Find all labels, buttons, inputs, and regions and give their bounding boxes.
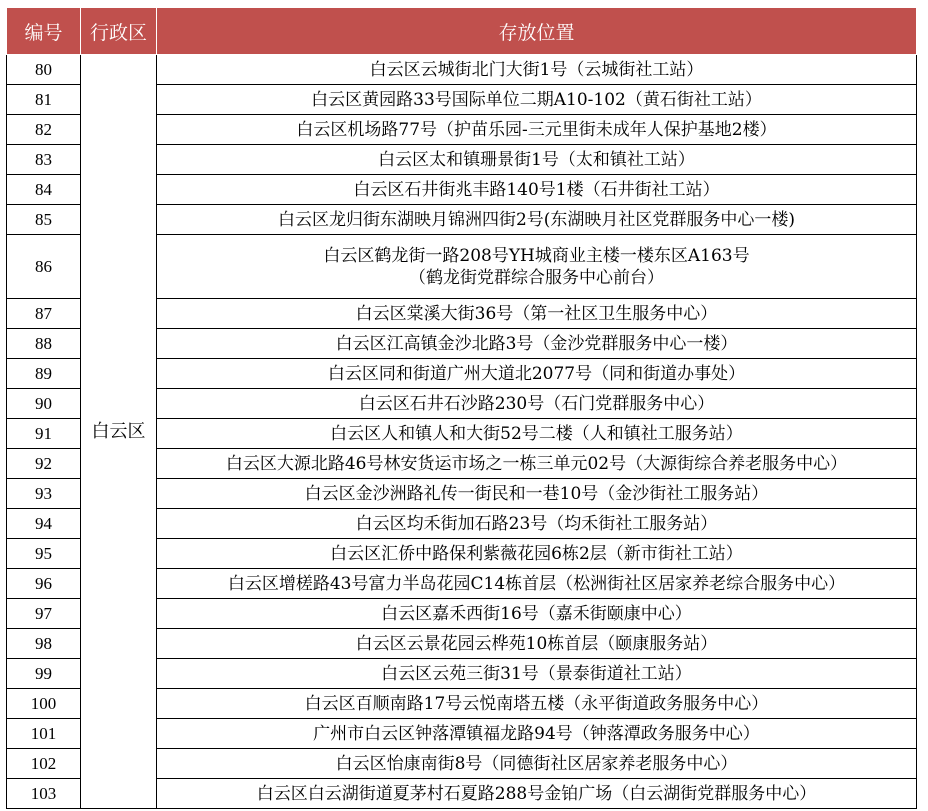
row-id: 86	[7, 235, 81, 299]
row-location: 白云区金沙洲路礼传一街民和一巷10号（金沙街社工服务站）	[157, 479, 917, 509]
row-location: 白云区大源北路46号林安货运市场之一栋三单元02号（大源街综合养老服务中心）	[157, 449, 917, 479]
storage-location-table	[6, 7, 917, 809]
row-id: 85	[7, 205, 81, 235]
row-location: 白云区石井石沙路230号（石门党群服务中心）	[157, 389, 917, 419]
row-id: 102	[7, 749, 81, 779]
row-location: 白云区机场路77号（护苗乐园-三元里街未成年人保护基地2楼）	[157, 115, 917, 145]
row-id: 98	[7, 629, 81, 659]
row-location: 白云区黄园路33号国际单位二期A10-102（黄石街社工站）	[157, 85, 917, 115]
row-location: 白云区太和镇珊景街1号（太和镇社工站）	[157, 145, 917, 175]
row-id: 84	[7, 175, 81, 205]
row-location: 白云区同和街道广州大道北2077号（同和街道办事处）	[157, 359, 917, 389]
row-location: 白云区百顺南路17号云悦南塔五楼（永平街道政务服务中心）	[157, 689, 917, 719]
row-id: 80	[7, 55, 81, 85]
row-location: 白云区云城街北门大街1号（云城街社工站）	[157, 55, 917, 85]
row-id: 87	[7, 299, 81, 329]
row-location: 白云区江高镇金沙北路3号（金沙党群服务中心一楼）	[157, 329, 917, 359]
row-id: 93	[7, 479, 81, 509]
row-id: 91	[7, 419, 81, 449]
row-id: 81	[7, 85, 81, 115]
row-id: 94	[7, 509, 81, 539]
row-id: 89	[7, 359, 81, 389]
row-id: 90	[7, 389, 81, 419]
row-id: 100	[7, 689, 81, 719]
row-location: 白云区石井街兆丰路140号1楼（石井街社工站）	[157, 175, 917, 205]
row-location: 白云区嘉禾西街16号（嘉禾街颐康中心）	[157, 599, 917, 629]
row-location: 白云区人和镇人和大街52号二楼（人和镇社工服务站）	[157, 419, 917, 449]
row-id: 95	[7, 539, 81, 569]
row-id: 99	[7, 659, 81, 689]
row-location: 白云区龙归街东湖映月锦洲四街2号(东湖映月社区党群服务中心一楼)	[157, 205, 917, 235]
table-body	[7, 55, 917, 809]
row-location: 白云区白云湖街道夏茅村石夏路288号金铂广场（白云湖街党群服务中心）	[157, 779, 917, 809]
table-row	[7, 55, 917, 85]
row-location: 白云区云景花园云桦苑10栋首层（颐康服务站）	[157, 629, 917, 659]
row-id: 92	[7, 449, 81, 479]
header-location: 存放位置	[157, 8, 917, 55]
row-location: 广州市白云区钟落潭镇福龙路94号（钟落潭政务服务中心）	[157, 719, 917, 749]
row-id: 88	[7, 329, 81, 359]
row-id: 101	[7, 719, 81, 749]
header-id: 编号	[7, 8, 81, 55]
row-location: 白云区怡康南街8号（同德街社区居家养老服务中心）	[157, 749, 917, 779]
header-row	[7, 8, 917, 55]
row-id: 82	[7, 115, 81, 145]
row-location: 白云区均禾街加石路23号（均禾街社工服务站）	[157, 509, 917, 539]
row-location	[157, 235, 917, 299]
row-location: 白云区云苑三街31号（景泰街道社工站）	[157, 659, 917, 689]
header-district: 行政区	[81, 8, 157, 55]
row-id: 83	[7, 145, 81, 175]
row-id: 96	[7, 569, 81, 599]
row-location-line1: 白云区鹤龙街一路208号YH城商业主楼一楼东区A163号	[323, 245, 750, 266]
district-cell: 白云区	[81, 55, 157, 809]
row-id: 97	[7, 599, 81, 629]
row-location: 白云区汇侨中路保利紫薇花园6栋2层（新市街社工站）	[157, 539, 917, 569]
row-location-line2: （鹤龙街党群综合服务中心前台）	[409, 267, 664, 288]
row-id: 103	[7, 779, 81, 809]
row-location: 白云区棠溪大街36号（第一社区卫生服务中心）	[157, 299, 917, 329]
row-location: 白云区增槎路43号富力半岛花园C14栋首层（松洲街社区居家养老综合服务中心）	[157, 569, 917, 599]
